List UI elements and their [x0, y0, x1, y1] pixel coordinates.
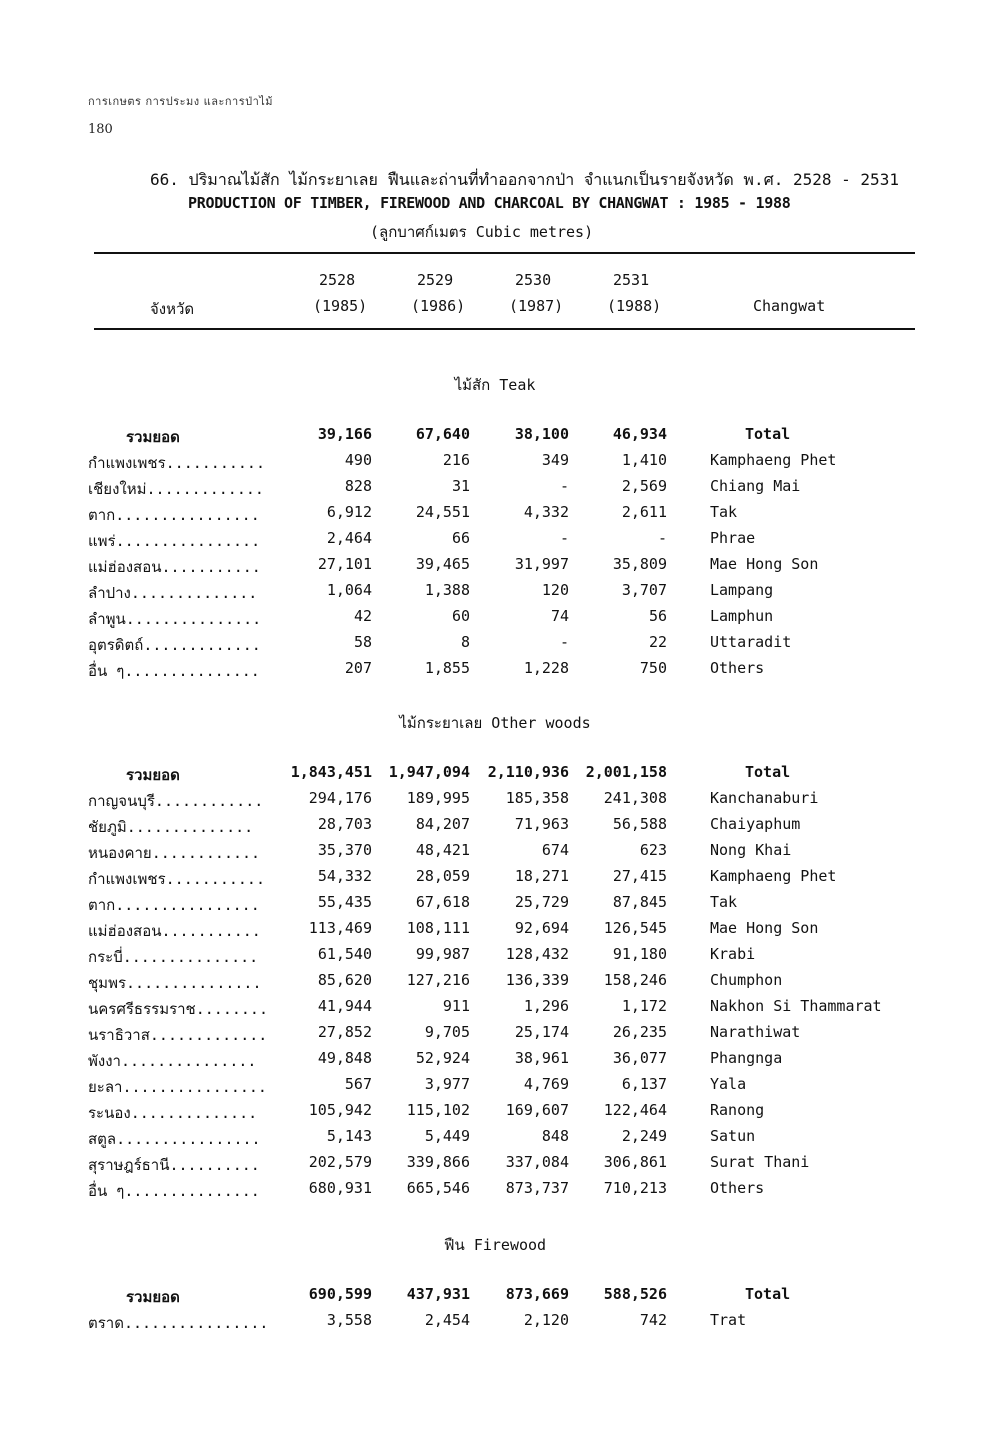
value-cell: 49,848 — [317, 1049, 372, 1067]
table-row — [0, 1023, 990, 1047]
value-cell: 349 — [541, 451, 569, 469]
value-cell: 67,640 — [415, 425, 470, 443]
table-row — [0, 503, 990, 527]
value-cell: - — [559, 633, 569, 651]
changwat-thai: รวมยอด — [126, 766, 180, 784]
header-rule — [94, 328, 915, 330]
changwat-english: Phangnga — [710, 1049, 783, 1067]
value-cell: 74 — [550, 607, 569, 625]
value-cell: 31,997 — [514, 555, 569, 573]
value-cell: 588,526 — [603, 1285, 667, 1303]
changwat-english: Others — [710, 659, 765, 677]
value-cell: 185,358 — [505, 789, 569, 807]
value-cell: 828 — [344, 477, 372, 495]
changwat-english: Tak — [710, 893, 738, 911]
value-cell: 52,924 — [415, 1049, 470, 1067]
value-cell: 848 — [541, 1127, 569, 1145]
table-row — [0, 529, 990, 553]
value-cell: 5,449 — [424, 1127, 470, 1145]
value-cell: 241,308 — [603, 789, 667, 807]
value-cell: 490 — [344, 451, 372, 469]
value-cell: 294,176 — [308, 789, 372, 807]
value-cell: 38,961 — [514, 1049, 569, 1067]
header-year-1987: (1987) — [509, 297, 564, 315]
table-row — [0, 1153, 990, 1177]
table-row — [0, 1179, 990, 1203]
changwat-thai: แพร่................ — [88, 532, 261, 550]
changwat-english: Narathiwat — [710, 1023, 801, 1041]
table-row — [0, 555, 990, 579]
changwat-thai: กำแพงเพชร........... — [88, 454, 265, 472]
table-title-english: PRODUCTION OF TIMBER, FIREWOOD AND CHARCOAL BY CHANGWAT : 1985 - 1988 — [188, 194, 791, 212]
value-cell: 66 — [451, 529, 470, 547]
changwat-thai: อื่น ๆ............... — [88, 662, 260, 680]
changwat-english: Yala — [710, 1075, 747, 1093]
value-cell: 55,435 — [317, 893, 372, 911]
value-cell: 27,415 — [612, 867, 667, 885]
table-row — [0, 1311, 990, 1335]
changwat-thai: อุตรดิตถ์............. — [88, 636, 261, 654]
value-cell: 128,432 — [505, 945, 569, 963]
changwat-thai: ชัยภูมิ.............. — [88, 818, 254, 836]
value-cell: 38,100 — [514, 425, 569, 443]
value-cell: 48,421 — [415, 841, 470, 859]
value-cell: 1,228 — [523, 659, 569, 677]
value-cell: 2,001,158 — [585, 763, 667, 781]
value-cell: 36,077 — [612, 1049, 667, 1067]
value-cell: 2,611 — [621, 503, 667, 521]
value-cell: 1,296 — [523, 997, 569, 1015]
value-cell: 84,207 — [415, 815, 470, 833]
changwat-english: Lampang — [710, 581, 774, 599]
table-row — [0, 607, 990, 631]
table-row — [0, 1075, 990, 1099]
value-cell: 189,995 — [406, 789, 470, 807]
value-cell: 108,111 — [406, 919, 470, 937]
value-cell: 1,172 — [621, 997, 667, 1015]
changwat-english: Nakhon Si Thammarat — [710, 997, 882, 1015]
value-cell: 27,101 — [317, 555, 372, 573]
header-year-2528: 2528 — [319, 271, 356, 289]
changwat-thai: แม่ฮ่องสอน........... — [88, 922, 261, 940]
header-year-2530: 2530 — [515, 271, 552, 289]
changwat-thai: แม่ฮ่องสอน........... — [88, 558, 261, 576]
changwat-thai: กำแพงเพชร........... — [88, 870, 265, 888]
value-cell: 1,947,094 — [388, 763, 470, 781]
changwat-english: Ranong — [710, 1101, 765, 1119]
running-head: การเกษตร การประมง และการป่าไม้ — [88, 95, 274, 108]
changwat-thai: ลำพูน............... — [88, 610, 262, 628]
changwat-english: Chumphon — [710, 971, 783, 989]
value-cell: 6,137 — [621, 1075, 667, 1093]
changwat-thai: ลำปาง.............. — [88, 584, 258, 602]
changwat-thai: สตูล................ — [88, 1130, 261, 1148]
value-cell: 742 — [639, 1311, 667, 1329]
value-cell: 126,545 — [603, 919, 667, 937]
value-cell: 710,213 — [603, 1179, 667, 1197]
value-cell: 67,618 — [415, 893, 470, 911]
value-cell: 28,703 — [317, 815, 372, 833]
changwat-thai: ตาก................ — [88, 506, 260, 524]
value-cell: 690,599 — [308, 1285, 372, 1303]
table-row — [0, 815, 990, 839]
changwat-english: Phrae — [710, 529, 756, 547]
changwat-english: Others — [710, 1179, 765, 1197]
changwat-english: Total — [745, 425, 791, 443]
value-cell: 4,332 — [523, 503, 569, 521]
header-year-2529: 2529 — [417, 271, 454, 289]
value-cell: 39,166 — [317, 425, 372, 443]
table-row — [0, 971, 990, 995]
value-cell: 28,059 — [415, 867, 470, 885]
page-number: 180 — [88, 122, 113, 137]
changwat-english: Mae Hong Son — [710, 919, 819, 937]
changwat-thai: รวมยอด — [126, 428, 180, 446]
changwat-english: Total — [745, 763, 791, 781]
changwat-english: Lamphun — [710, 607, 774, 625]
value-cell: 169,607 — [505, 1101, 569, 1119]
value-cell: 9,705 — [424, 1023, 470, 1041]
table-row — [0, 1127, 990, 1151]
value-cell: 2,569 — [621, 477, 667, 495]
table-unit: (ลูกบาศก์เมตร Cubic metres) — [370, 223, 594, 241]
changwat-thai: นครศรีธรรมราช........ — [88, 1000, 268, 1018]
value-cell: 337,084 — [505, 1153, 569, 1171]
value-cell: 42 — [353, 607, 372, 625]
changwat-english: Satun — [710, 1127, 756, 1145]
value-cell: 1,843,451 — [290, 763, 372, 781]
value-cell: 623 — [639, 841, 667, 859]
table-total-row — [0, 425, 990, 449]
value-cell: 680,931 — [308, 1179, 372, 1197]
value-cell: 216 — [442, 451, 470, 469]
value-cell: - — [559, 477, 569, 495]
value-cell: 1,855 — [424, 659, 470, 677]
header-changwat-english: Changwat — [753, 297, 826, 315]
value-cell: - — [657, 529, 667, 547]
value-cell: 567 — [344, 1075, 372, 1093]
value-cell: 54,332 — [317, 867, 372, 885]
value-cell: 674 — [541, 841, 569, 859]
value-cell: 2,454 — [424, 1311, 470, 1329]
changwat-thai: กาญจนบุรี............ — [88, 792, 264, 810]
changwat-thai: รวมยอด — [126, 1288, 180, 1306]
value-cell: 3,558 — [326, 1311, 372, 1329]
value-cell: 1,388 — [424, 581, 470, 599]
value-cell: 5,143 — [326, 1127, 372, 1145]
value-cell: 158,246 — [603, 971, 667, 989]
changwat-thai: ระนอง.............. — [88, 1104, 258, 1122]
table-total-row — [0, 1285, 990, 1309]
value-cell: 3,977 — [424, 1075, 470, 1093]
changwat-english: Chaiyaphum — [710, 815, 801, 833]
value-cell: 136,339 — [505, 971, 569, 989]
value-cell: 122,464 — [603, 1101, 667, 1119]
value-cell: 58 — [353, 633, 372, 651]
section-title: ฟืน Firewood — [443, 1236, 547, 1254]
value-cell: 2,110,936 — [487, 763, 569, 781]
changwat-thai: นราธิวาส............. — [88, 1026, 268, 1044]
value-cell: 71,963 — [514, 815, 569, 833]
value-cell: 2,249 — [621, 1127, 667, 1145]
value-cell: 56,588 — [612, 815, 667, 833]
value-cell: 46,934 — [612, 425, 667, 443]
table-title-thai: 66. ปริมาณไม้สัก ไม้กระยาเลย ฟืนและถ่านที่ทำออกจากป่า จำแนกเป็นรายจังหวัด พ.ศ. 2528 - 2531 — [150, 170, 899, 189]
value-cell: 27,852 — [317, 1023, 372, 1041]
value-cell: 113,469 — [308, 919, 372, 937]
changwat-english: Kamphaeng Phet — [710, 451, 837, 469]
header-year-1986: (1986) — [411, 297, 466, 315]
changwat-english: Trat — [710, 1311, 747, 1329]
value-cell: 22 — [648, 633, 667, 651]
top-rule — [94, 252, 915, 254]
section-title: ไม้สัก Teak — [454, 376, 536, 394]
value-cell: 1,064 — [326, 581, 372, 599]
value-cell: 91,180 — [612, 945, 667, 963]
value-cell: 202,579 — [308, 1153, 372, 1171]
changwat-thai: ตาก................ — [88, 896, 260, 914]
header-year-1985: (1985) — [313, 297, 368, 315]
table-total-row — [0, 763, 990, 787]
value-cell: - — [559, 529, 569, 547]
table-row — [0, 945, 990, 969]
table-row — [0, 581, 990, 605]
value-cell: 339,866 — [406, 1153, 470, 1171]
value-cell: 31 — [451, 477, 470, 495]
value-cell: 127,216 — [406, 971, 470, 989]
table-row — [0, 633, 990, 657]
value-cell: 35,370 — [317, 841, 372, 859]
table-row — [0, 841, 990, 865]
value-cell: 120 — [541, 581, 569, 599]
value-cell: 4,769 — [523, 1075, 569, 1093]
value-cell: 911 — [442, 997, 470, 1015]
changwat-thai: ตราด................ — [88, 1314, 269, 1332]
table-row — [0, 789, 990, 813]
value-cell: 207 — [344, 659, 372, 677]
value-cell: 105,942 — [308, 1101, 372, 1119]
changwat-thai: ยะลา................ — [88, 1078, 267, 1096]
changwat-english: Nong Khai — [710, 841, 792, 859]
changwat-english: Uttaradit — [710, 633, 792, 651]
table-row — [0, 659, 990, 683]
value-cell: 873,737 — [505, 1179, 569, 1197]
value-cell: 41,944 — [317, 997, 372, 1015]
header-year-1988: (1988) — [607, 297, 662, 315]
value-cell: 1,410 — [621, 451, 667, 469]
changwat-thai: สุราษฎร์ธานี.......... — [88, 1156, 260, 1174]
changwat-english: Surat Thani — [710, 1153, 810, 1171]
value-cell: 3,707 — [621, 581, 667, 599]
table-row — [0, 893, 990, 917]
value-cell: 25,174 — [514, 1023, 569, 1041]
header-year-2531: 2531 — [613, 271, 650, 289]
value-cell: 24,551 — [415, 503, 470, 521]
table-row — [0, 477, 990, 501]
table-row — [0, 1049, 990, 1073]
changwat-english: Mae Hong Son — [710, 555, 819, 573]
value-cell: 18,271 — [514, 867, 569, 885]
value-cell: 99,987 — [415, 945, 470, 963]
value-cell: 873,669 — [505, 1285, 569, 1303]
changwat-thai: หนองคาย............ — [88, 844, 261, 862]
header-changwat-thai: จังหวัด — [150, 300, 195, 318]
changwat-english: Total — [745, 1285, 791, 1303]
value-cell: 115,102 — [406, 1101, 470, 1119]
changwat-english: Krabi — [710, 945, 756, 963]
value-cell: 437,931 — [406, 1285, 470, 1303]
value-cell: 61,540 — [317, 945, 372, 963]
table-row — [0, 997, 990, 1021]
changwat-english: Tak — [710, 503, 738, 521]
value-cell: 750 — [639, 659, 667, 677]
changwat-thai: อื่น ๆ............... — [88, 1182, 260, 1200]
section-title: ไม้กระยาเลย Other woods — [399, 714, 591, 732]
value-cell: 2,464 — [326, 529, 372, 547]
changwat-thai: เชียงใหม่............. — [88, 480, 264, 498]
value-cell: 60 — [451, 607, 470, 625]
value-cell: 665,546 — [406, 1179, 470, 1197]
changwat-english: Chiang Mai — [710, 477, 801, 495]
value-cell: 56 — [648, 607, 667, 625]
changwat-thai: กระบี่............... — [88, 948, 259, 966]
changwat-english: Kamphaeng Phet — [710, 867, 837, 885]
table-row — [0, 867, 990, 891]
value-cell: 87,845 — [612, 893, 667, 911]
table-row — [0, 919, 990, 943]
changwat-english: Kanchanaburi — [710, 789, 819, 807]
value-cell: 39,465 — [415, 555, 470, 573]
changwat-thai: ชุมพร............... — [88, 974, 262, 992]
value-cell: 8 — [460, 633, 470, 651]
table-row — [0, 1101, 990, 1125]
value-cell: 25,729 — [514, 893, 569, 911]
changwat-thai: พังงา............... — [88, 1052, 257, 1070]
value-cell: 85,620 — [317, 971, 372, 989]
value-cell: 306,861 — [603, 1153, 667, 1171]
table-row — [0, 451, 990, 475]
value-cell: 26,235 — [612, 1023, 667, 1041]
value-cell: 6,912 — [326, 503, 372, 521]
value-cell: 92,694 — [514, 919, 569, 937]
value-cell: 35,809 — [612, 555, 667, 573]
value-cell: 2,120 — [523, 1311, 569, 1329]
